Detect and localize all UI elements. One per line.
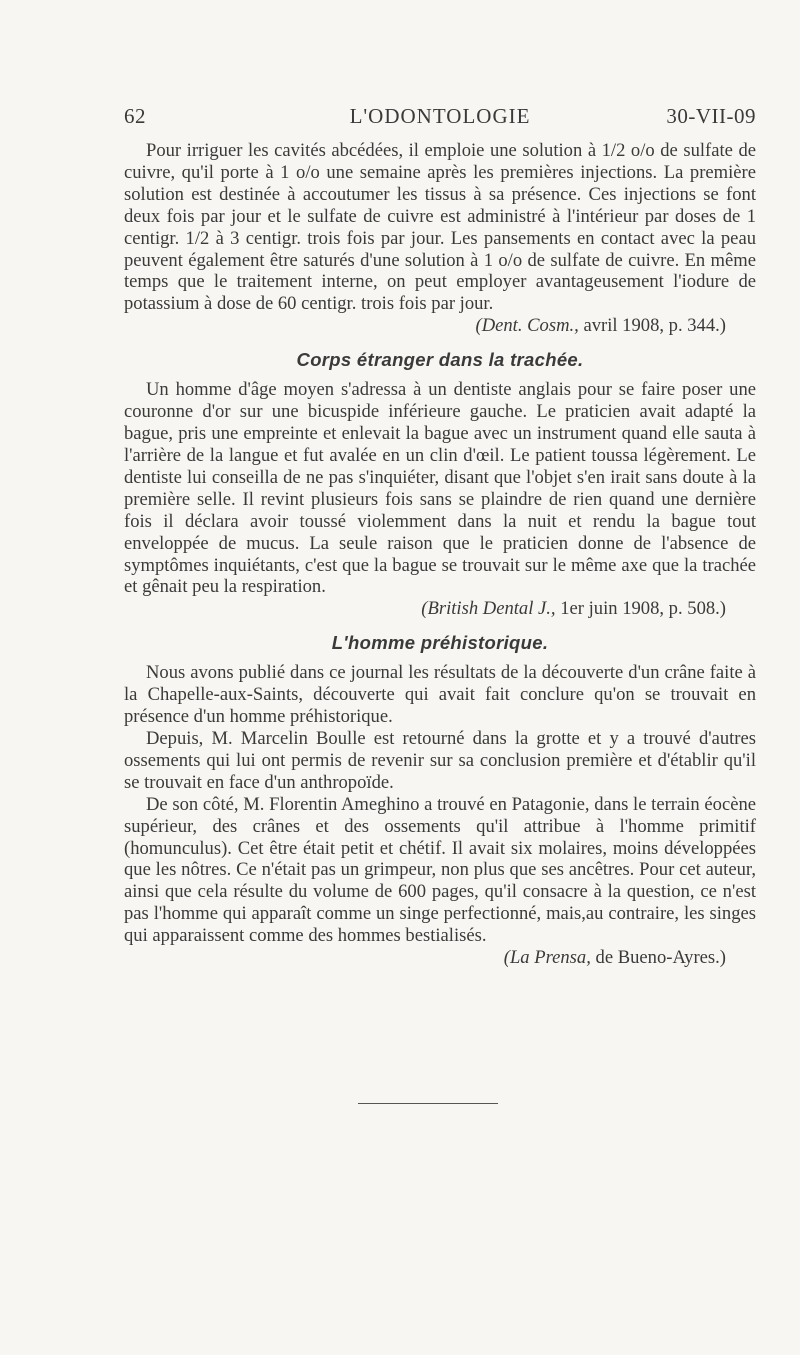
paragraph-copper-sulfate: Pour irriguer les cavités abcédées, il emploie une solution à 1/2 o/o de sulfate de cuivre, qu'il porte à 1 o/o une semaine après les premières injections. La première solution est destinée à accoutumer les tissus à sa présence. Ces injections se font deux fois par jour et le sulfate de cuivre est administré à l'intérieur par doses de 1 centigr. 1/2 à 3 centigr. trois fois par jour. Les pansements en contact avec la peau peuvent également être saturés d'une solution à 1 o/o de sulfate de cuivre. En même temps que le traitement interne, on peut employer avantageusement l'iodure de potassium à dose de 60 centigr. trois fois par jour. — [124, 140, 756, 315]
paragraph-foreign-body: Un homme d'âge moyen s'adressa à un dentiste anglais pour se faire poser une couronne d'or sur une bicuspide inférieure gauche. Le praticien avait adapté la bague, pris une empreinte et enlevait la bague avec un instrument quand elle sauta à l'arrière de la langue et fut avalée en un clin d'œil. Le patient toussa légèrement. Le dentiste lui conseilla de ne pas s'inquiéter, disant que l'objet s'en irait sans doute à la première selle. Il revint plusieurs fois sans se plaindre de rien quand une dernière fois il déclara avoir toussé violemment dans la nuit et rendu la bague tout enveloppée de mucus. La seule raison que le praticien donne de l'absence de symptômes inquiétants, c'est que la bague se trouvait sur le même axe que la trachée et gênait peu la respiration. — [124, 379, 756, 598]
paragraph-prehistoric-1: Nous avons publié dans ce journal les résultats de la découverte d'un crâne faite à la Chapelle-aux-Saints, découverte qui avait fait conclure qu'on se trouvait en présence d'un homme préhistorique. — [124, 662, 756, 728]
source-citation-dent-cosm — [124, 315, 756, 337]
paragraph-prehistoric-2: Depuis, M. Marcelin Boulle est retourné dans la grotte et y a trouvé d'autres ossements qui lui ont permis de revenir sur sa conclusion première et d'établir qu'il se trouvait en face d'un anthropoïde. — [124, 728, 756, 793]
section-heading-foreign-body: Corps étranger dans la trachée. — [296, 349, 584, 371]
section-heading-prehistoric-man: L'homme préhistorique. — [331, 632, 549, 654]
source-journal: (La Prensa, — [503, 947, 591, 969]
source-journal: (British Dental J., — [421, 598, 556, 620]
journal-title: L'ODONTOLOGIE — [349, 104, 531, 128]
issue-date: 30-VII-09 — [666, 104, 756, 128]
source-details: avril 1908, p. 344.) — [578, 315, 726, 337]
page-number: 62 — [124, 104, 146, 128]
paragraph-prehistoric-3: De son côté, M. Florentin Ameghino a trouvé en Patagonie, dans le terrain éocène supérieur, des crânes et des ossements qu'il attribue à l'homme primitif (homunculus). Cet être était petit et chétif. Il avait six molaires, moins développées que les nôtres. Ce n'était pas un grimpeur, non plus que ses ancêtres. Pour cet auteur, ainsi que cela résulte du volume de 600 pages, qu'il consacre à la question, ce n'est pas l'homme qui apparaît comme un singe perfectionné, mais,au contraire, les singes qui apparaissent comme des hommes bestialisés. — [124, 793, 756, 947]
source-citation-la-prensa — [124, 947, 756, 969]
source-journal: (Dent. Cosm., — [475, 315, 579, 337]
source-details: de Bueno-Ayres.) — [590, 947, 726, 969]
end-rule-divider — [358, 1103, 498, 1104]
source-citation-british-dental — [124, 598, 756, 620]
source-details: 1er juin 1908, p. 508.) — [555, 598, 726, 620]
running-header — [124, 104, 756, 134]
article-body — [124, 140, 756, 969]
